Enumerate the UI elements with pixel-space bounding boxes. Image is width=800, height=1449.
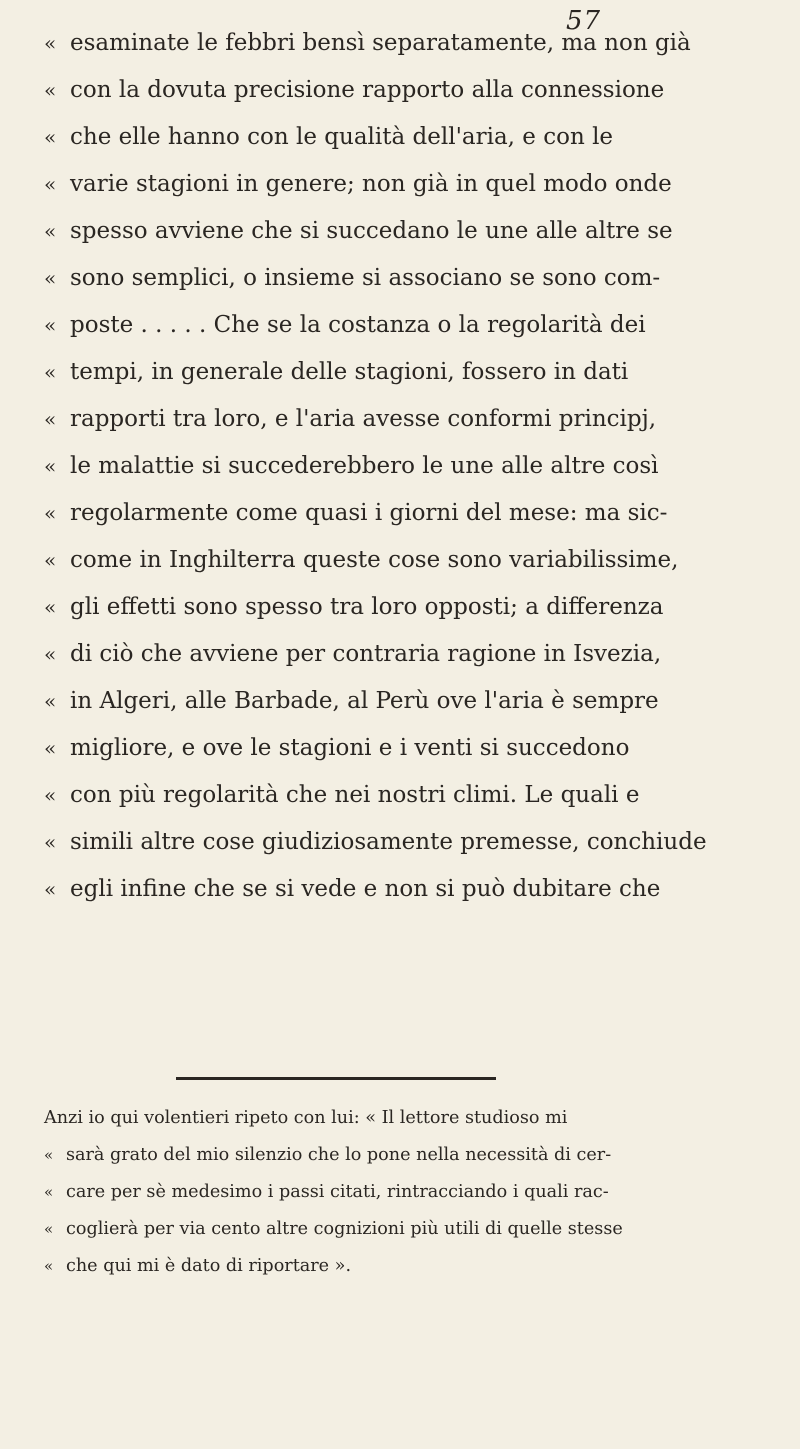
quote-mark: « xyxy=(44,501,57,525)
line-text: in Algeri, alle Barbade, al Perù ove l'aria è sempre xyxy=(70,688,659,714)
text-line xyxy=(44,126,724,149)
text-line xyxy=(44,878,724,901)
line-text: sono semplici, o insieme si associano se sono com- xyxy=(70,265,661,291)
quote-mark: « xyxy=(44,125,57,149)
quote-mark: « xyxy=(44,595,57,619)
text-line xyxy=(44,361,724,384)
line-text: che elle hanno con le qualità dell'aria, e con le xyxy=(70,124,614,150)
line-text: migliore, e ove le stagioni e i venti si succedono xyxy=(70,735,630,761)
quote-mark: « xyxy=(44,1257,54,1275)
text-line xyxy=(44,32,724,55)
line-text: poste . . . . . Che se la costanza o la regolarità dei xyxy=(70,312,646,338)
line-text: che qui mi è dato di riportare ». xyxy=(66,1256,352,1276)
quote-mark: « xyxy=(44,172,57,196)
line-text: gli effetti sono spesso tra loro opposti; a differenza xyxy=(70,594,664,620)
line-text: come in Inghilterra queste cose sono variabilissime, xyxy=(70,547,679,573)
footnote-line xyxy=(44,1110,744,1128)
text-line xyxy=(44,455,724,478)
quote-mark: « xyxy=(44,736,57,760)
quote-mark: « xyxy=(44,78,57,102)
line-text: di ciò che avviene per contraria ragione in Isvezia, xyxy=(70,641,662,667)
quote-mark: « xyxy=(44,313,57,337)
line-text: con la dovuta precisione rapporto alla connessione xyxy=(70,77,665,103)
line-text: con più regolarità che nei nostri climi. Le quali e xyxy=(70,782,640,808)
footnote-line xyxy=(44,1184,744,1202)
quote-mark: « xyxy=(44,1183,54,1201)
line-text: esaminate le febbri bensì separatamente, ma non già xyxy=(70,30,691,56)
footnote-line xyxy=(44,1147,744,1165)
line-text: sarà grato del mio silenzio che lo pone nella necessità di cer- xyxy=(66,1145,612,1165)
line-text: rapporti tra loro, e l'aria avesse conformi principj, xyxy=(70,406,657,432)
quote-mark: « xyxy=(44,877,57,901)
quote-mark: « xyxy=(44,454,57,478)
quote-mark: « xyxy=(44,407,57,431)
line-text: tempi, in generale delle stagioni, fossero in dati xyxy=(70,359,629,385)
line-text: le malattie si succederebbero le une alle altre così xyxy=(70,453,659,479)
text-line xyxy=(44,173,724,196)
text-line xyxy=(44,314,724,337)
line-text: coglierà per via cento altre cognizioni più utili di quelle stesse xyxy=(66,1219,623,1239)
line-text: care per sè medesimo i passi citati, rintracciando i quali rac- xyxy=(66,1182,609,1202)
line-text: simili altre cose giudiziosamente premesse, conchiude xyxy=(70,829,707,855)
text-line xyxy=(44,502,724,525)
footnote-separator xyxy=(176,1077,496,1080)
text-line xyxy=(44,784,724,807)
footnote-line xyxy=(44,1258,744,1276)
quote-mark: « xyxy=(44,219,57,243)
line-text: Anzi io qui volentieri ripeto con lui: « Il lettore studioso mi xyxy=(44,1108,568,1128)
quote-mark: « xyxy=(44,783,57,807)
line-text: varie stagioni in genere; non già in quel modo onde xyxy=(70,171,672,197)
text-line xyxy=(44,549,724,572)
text-line xyxy=(44,737,724,760)
text-line xyxy=(44,79,724,102)
quote-mark: « xyxy=(44,642,57,666)
text-line xyxy=(44,690,724,713)
line-text: regolarmente come quasi i giorni del mese: ma sic- xyxy=(70,500,668,526)
quote-mark: « xyxy=(44,266,57,290)
quote-mark: « xyxy=(44,1146,54,1164)
text-line xyxy=(44,267,724,290)
line-text: spesso avviene che si succedano le une alle altre se xyxy=(70,218,673,244)
text-line xyxy=(44,408,724,431)
text-line xyxy=(44,643,724,666)
text-line xyxy=(44,220,724,243)
footnote-line xyxy=(44,1221,744,1239)
text-line xyxy=(44,596,724,619)
quote-mark: « xyxy=(44,548,57,572)
text-line xyxy=(44,831,724,854)
quote-mark: « xyxy=(44,360,57,384)
quote-mark: « xyxy=(44,31,57,55)
quote-mark: « xyxy=(44,1220,54,1238)
quote-mark: « xyxy=(44,830,57,854)
line-text: egli infine che se si vede e non si può dubitare che xyxy=(70,876,661,902)
page-number: 57 xyxy=(566,6,602,36)
quote-mark: « xyxy=(44,689,57,713)
